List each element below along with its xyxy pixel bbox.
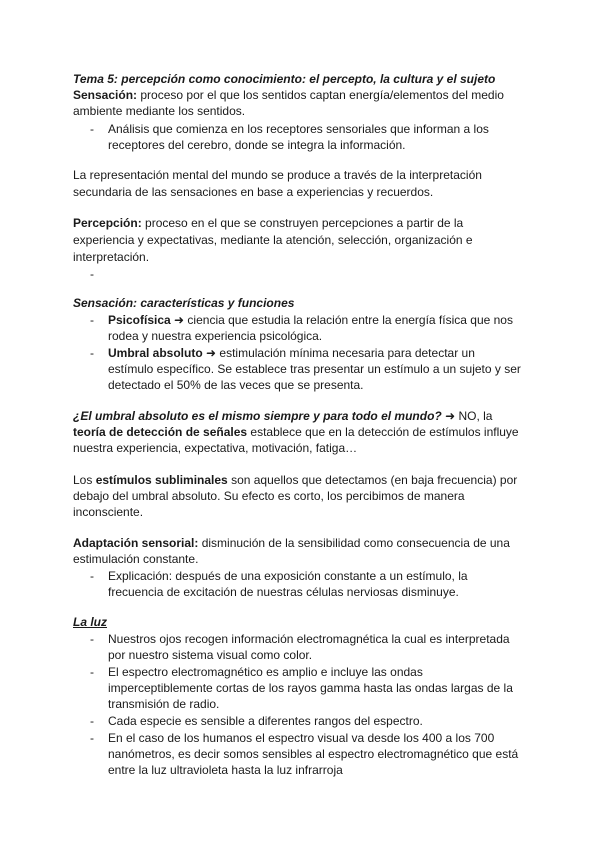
luz-bullet-line: transmisión de radio. xyxy=(108,697,220,711)
luz-bullet-line: El espectro electromagnético es amplio e incluye las ondas xyxy=(108,665,423,679)
bullet-dash: - xyxy=(90,346,94,360)
umbral-line-2: estímulo específico. Se establece tras presentar un estímulo a un sujeto y ser xyxy=(108,362,521,376)
luz-heading: La luz xyxy=(73,615,108,629)
representacion-line-2: secundaria de las sensaciones en base a experiencias y recuerdos. xyxy=(73,185,434,199)
percepcion-term: Percepción: xyxy=(73,216,142,230)
bullet-dash: - xyxy=(90,714,94,728)
sensacion-term: Sensación: xyxy=(73,88,138,102)
percepcion-def-line-3: interpretación. xyxy=(73,250,150,264)
subliminales-term: estímulos subliminales xyxy=(95,473,228,487)
page-title: Tema 5: percepción como conocimiento: el percepto, la cultura y el sujeto xyxy=(73,72,496,86)
sensacion-def-line xyxy=(73,87,504,104)
pregunta-question: ¿El umbral absoluto es el mismo siempre y para todo el mundo? xyxy=(73,409,442,423)
luz-bullet-line: Cada especie es sensible a diferentes rangos del espectro. xyxy=(108,714,423,728)
sensacion-def-line-2: ambiente mediante los sentidos. xyxy=(73,104,246,118)
luz-bullet-line: entre la luz ultravioleta hasta la luz infrarroja xyxy=(108,763,343,777)
subliminales-text: son aquellos que detectamos (en baja frecuencia) por xyxy=(227,473,518,487)
adaptacion-line-2: estimulación constante. xyxy=(73,552,199,566)
sensacion-bullet-line: Análisis que comienza en los receptores sensoriales que informan a los xyxy=(108,122,489,136)
subliminales-line-2: debajo del umbral absoluto. Su efecto es corto, los percibimos de manera xyxy=(73,489,465,503)
sensacion-bullet-line-2: receptores del cerebro, donde se integra la información. xyxy=(108,138,406,152)
adaptacion-bullet-line: Explicación: después de una exposición constante a un estímulo, la xyxy=(108,569,468,583)
percepcion-def-line xyxy=(73,215,463,232)
bullet-dash: - xyxy=(90,569,94,583)
pregunta-line-3: nuestra experiencia, expectativa, motivación, fatiga… xyxy=(73,441,358,455)
percepcion-def-text: proceso en el que se construyen percepciones a partir de la xyxy=(141,216,464,230)
bullet-dash: - xyxy=(90,731,94,745)
adaptacion-text: disminución de la sensibilidad como consecuencia de una xyxy=(198,536,510,550)
umbral-line xyxy=(108,345,475,362)
representacion-line: La representación mental del mundo se produce a través de la interpretación xyxy=(73,168,482,182)
caracteristicas-heading: Sensación: características y funciones xyxy=(73,296,295,310)
luz-bullet-line: nanómetros, es decir somos sensibles al espectro electromagnético que está xyxy=(108,747,519,761)
bullet-dash: - xyxy=(90,665,94,679)
pregunta-text: establece que en la detección de estímulos influye xyxy=(247,425,519,439)
pregunta-line-2 xyxy=(73,424,519,441)
psicofisica-line-2: rodea y nuestra experiencia psicológica. xyxy=(108,329,323,343)
umbral-term: Umbral absoluto ➜ xyxy=(108,346,217,360)
subliminales-line-3: inconsciente. xyxy=(73,505,144,519)
umbral-text: estimulación mínima necesaria para detectar un xyxy=(216,346,475,360)
luz-bullet-line: imperceptiblemente cortas de los rayos gamma hasta las ondas largas de la xyxy=(108,681,513,695)
psicofisica-text: ciencia que estudia la relación entre la energía física que nos xyxy=(184,313,513,327)
bullet-dash: - xyxy=(90,632,94,646)
bullet-dash: - xyxy=(90,122,94,136)
subliminales-pre: Los xyxy=(73,473,96,487)
teoria-term: teoría de detección de señales xyxy=(73,425,248,439)
sensacion-def-text: proceso por el que los sentidos captan energía/elementos del medio xyxy=(137,88,504,102)
umbral-line-3: detectado el 50% de las veces que se presenta. xyxy=(108,378,364,392)
luz-bullet-line: por nuestro sistema visual como color. xyxy=(108,648,313,662)
adaptacion-bullet-line-2: frecuencia de excitación de nuestras células nerviosas disminuye. xyxy=(108,585,459,599)
subliminales-line xyxy=(73,472,517,489)
adaptacion-term: Adaptación sensorial: xyxy=(73,536,199,550)
pregunta-answer: ➜ NO, la xyxy=(441,409,493,423)
psicofisica-line xyxy=(108,312,513,329)
percepcion-def-line-2: experiencia y expectativas, mediante la atención, selección, organización e xyxy=(73,233,473,247)
pregunta-line xyxy=(73,408,492,425)
bullet-dash: - xyxy=(90,313,94,327)
psicofisica-term: Psicofísica ➜ xyxy=(108,313,185,327)
bullet-dash: - xyxy=(90,267,94,281)
luz-bullet-line: Nuestros ojos recogen información electromagnética la cual es interpretada xyxy=(108,632,510,646)
luz-bullet-line: En el caso de los humanos el espectro visual va desde los 400 a los 700 xyxy=(108,731,495,745)
adaptacion-line xyxy=(73,535,510,552)
